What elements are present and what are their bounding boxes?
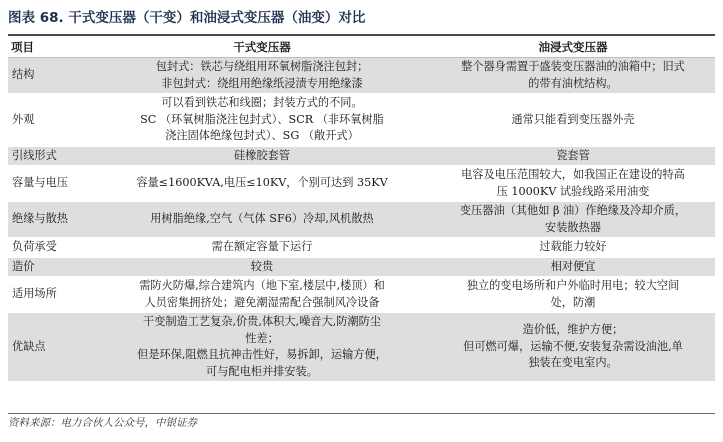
dry-transformer-cell [93,277,431,313]
table-row [8,238,715,258]
dry-transformer-cell [93,166,431,202]
cell-text-line: SC （环氧树脂浇注包封式）、SCR （非环氧树脂 [140,112,384,126]
header-item: 项目 [8,38,93,58]
oil-transformer-cell [431,313,715,382]
dry-transformer-cell [93,257,431,277]
cell-text-line: 变压器油（其他如 β 油）作绝缘及冷却介质， [459,204,687,217]
oil-transformer-cell [431,277,715,313]
cell-text-line: 处，防潮 [550,295,596,309]
table-row [8,58,715,94]
cell-text-line: 压 1000KV 试验线路采用油变 [496,184,650,198]
cell-text-line: 但是环保,阻燃且抗神击性好，易拆卸，运输方便， [137,348,387,361]
table-row [8,166,715,202]
cell-text-line: 人员密集拥挤处；避免潮湿需配合强制风冷设备 [144,295,380,309]
cell-text-line: 浇注固体绝缘包封式）、SG （敞开式） [165,129,359,142]
oil-transformer-cell [431,238,715,258]
dry-transformer-cell [93,146,431,166]
cell-text-line: 用树脂绝缘,空气（气体 SF6）冷却,风机散热 [150,212,374,226]
row-item-label: 外观 [8,94,93,147]
table-row [8,277,715,313]
cell-text-line: 独立的变电场所和户外临时用电；较大空间 [466,279,680,292]
cell-text-line: 相对便宜 [550,259,596,273]
table-row [8,257,715,277]
source-note: 资料来源：电力合伙人公众号，中银证券 [8,417,197,429]
cell-text-line: 干变制造工艺复杂,价贵,体积大,噪音大,防潮防尘 [143,315,381,328]
table-header-row [8,38,715,58]
oil-transformer-cell [431,257,715,277]
cell-text-line: 的带有油枕结构。 [528,76,618,90]
cell-text-line: 过载能力较好 [539,240,607,253]
oil-transformer-cell [431,94,715,147]
bottom-rule [8,413,715,414]
header-dry-transformer: 干式变压器 [93,38,431,58]
dry-transformer-cell [93,313,431,382]
dry-transformer-cell [93,58,431,94]
row-item-label: 绝缘与散热 [8,202,93,238]
cell-text-line: 非包封式：绕组用绝缘纸浸渍专用绝缘漆 [161,76,363,90]
oil-transformer-cell [431,58,715,94]
cell-text-line: 独装在变电室内。 [528,356,618,370]
row-item-label: 容量与电压 [8,166,93,202]
row-item-label: 适用场所 [8,277,93,313]
table-body [8,58,715,382]
table-row [8,202,715,238]
oil-transformer-cell [431,166,715,202]
row-item-label: 结构 [8,58,93,94]
dry-transformer-cell [93,238,431,258]
row-item-label: 负荷承受 [8,238,93,258]
comparison-table [8,38,715,382]
cell-text-line: 通常只能看到变压器外壳 [511,112,635,126]
dry-transformer-cell [93,202,431,238]
row-item-label: 造价 [8,257,93,277]
table-row [8,94,715,147]
cell-text-line: 需在额定容量下运行 [211,240,313,253]
header-oil-transformer: 油浸式变压器 [431,38,715,58]
cell-text-line: 需防火防爆,综合建筑内（地下室,楼层中,楼顶）和 [139,279,385,292]
cell-text-line: 整个器身需置于盛装变压器油的油箱中；旧式 [461,60,685,73]
oil-transformer-cell [431,146,715,166]
cell-text-line: 包封式：铁芯与绕组用环氧树脂浇注包封； [155,60,369,73]
cell-text-line: 可与配电柜并排安装。 [206,364,318,378]
cell-text-line: 硅橡胶套管 [234,148,290,162]
cell-text-line: 性差； [245,331,279,345]
dry-transformer-cell [93,94,431,147]
top-rule [8,34,715,36]
oil-transformer-cell [431,202,715,238]
table-row [8,313,715,382]
cell-text-line: 瓷套管 [556,148,590,162]
cell-text-line: 较贵 [250,259,274,273]
cell-text-line: 但可燃可爆，运输不便,安装复杂需设油池,单 [463,339,683,353]
cell-text-line: 造价低，维护方便； [522,323,624,337]
figure-title: 图表 68. 干式变压器（干变）和油浸式变压器（油变）对比 [8,10,366,26]
cell-text-line: 电容及电压范围较大，如我国正在建设的特高 [461,168,685,181]
cell-text-line: 容量≤1600KVA,电压≤10KV，个别可达到 35KV [136,176,388,190]
cell-text-line: 可以看到铁芯和线圈；封装方式的不同。 [161,96,363,109]
table-row [8,146,715,166]
row-item-label: 优缺点 [8,313,93,382]
row-item-label: 引线形式 [8,146,93,166]
cell-text-line: 安装散热器 [545,220,601,234]
